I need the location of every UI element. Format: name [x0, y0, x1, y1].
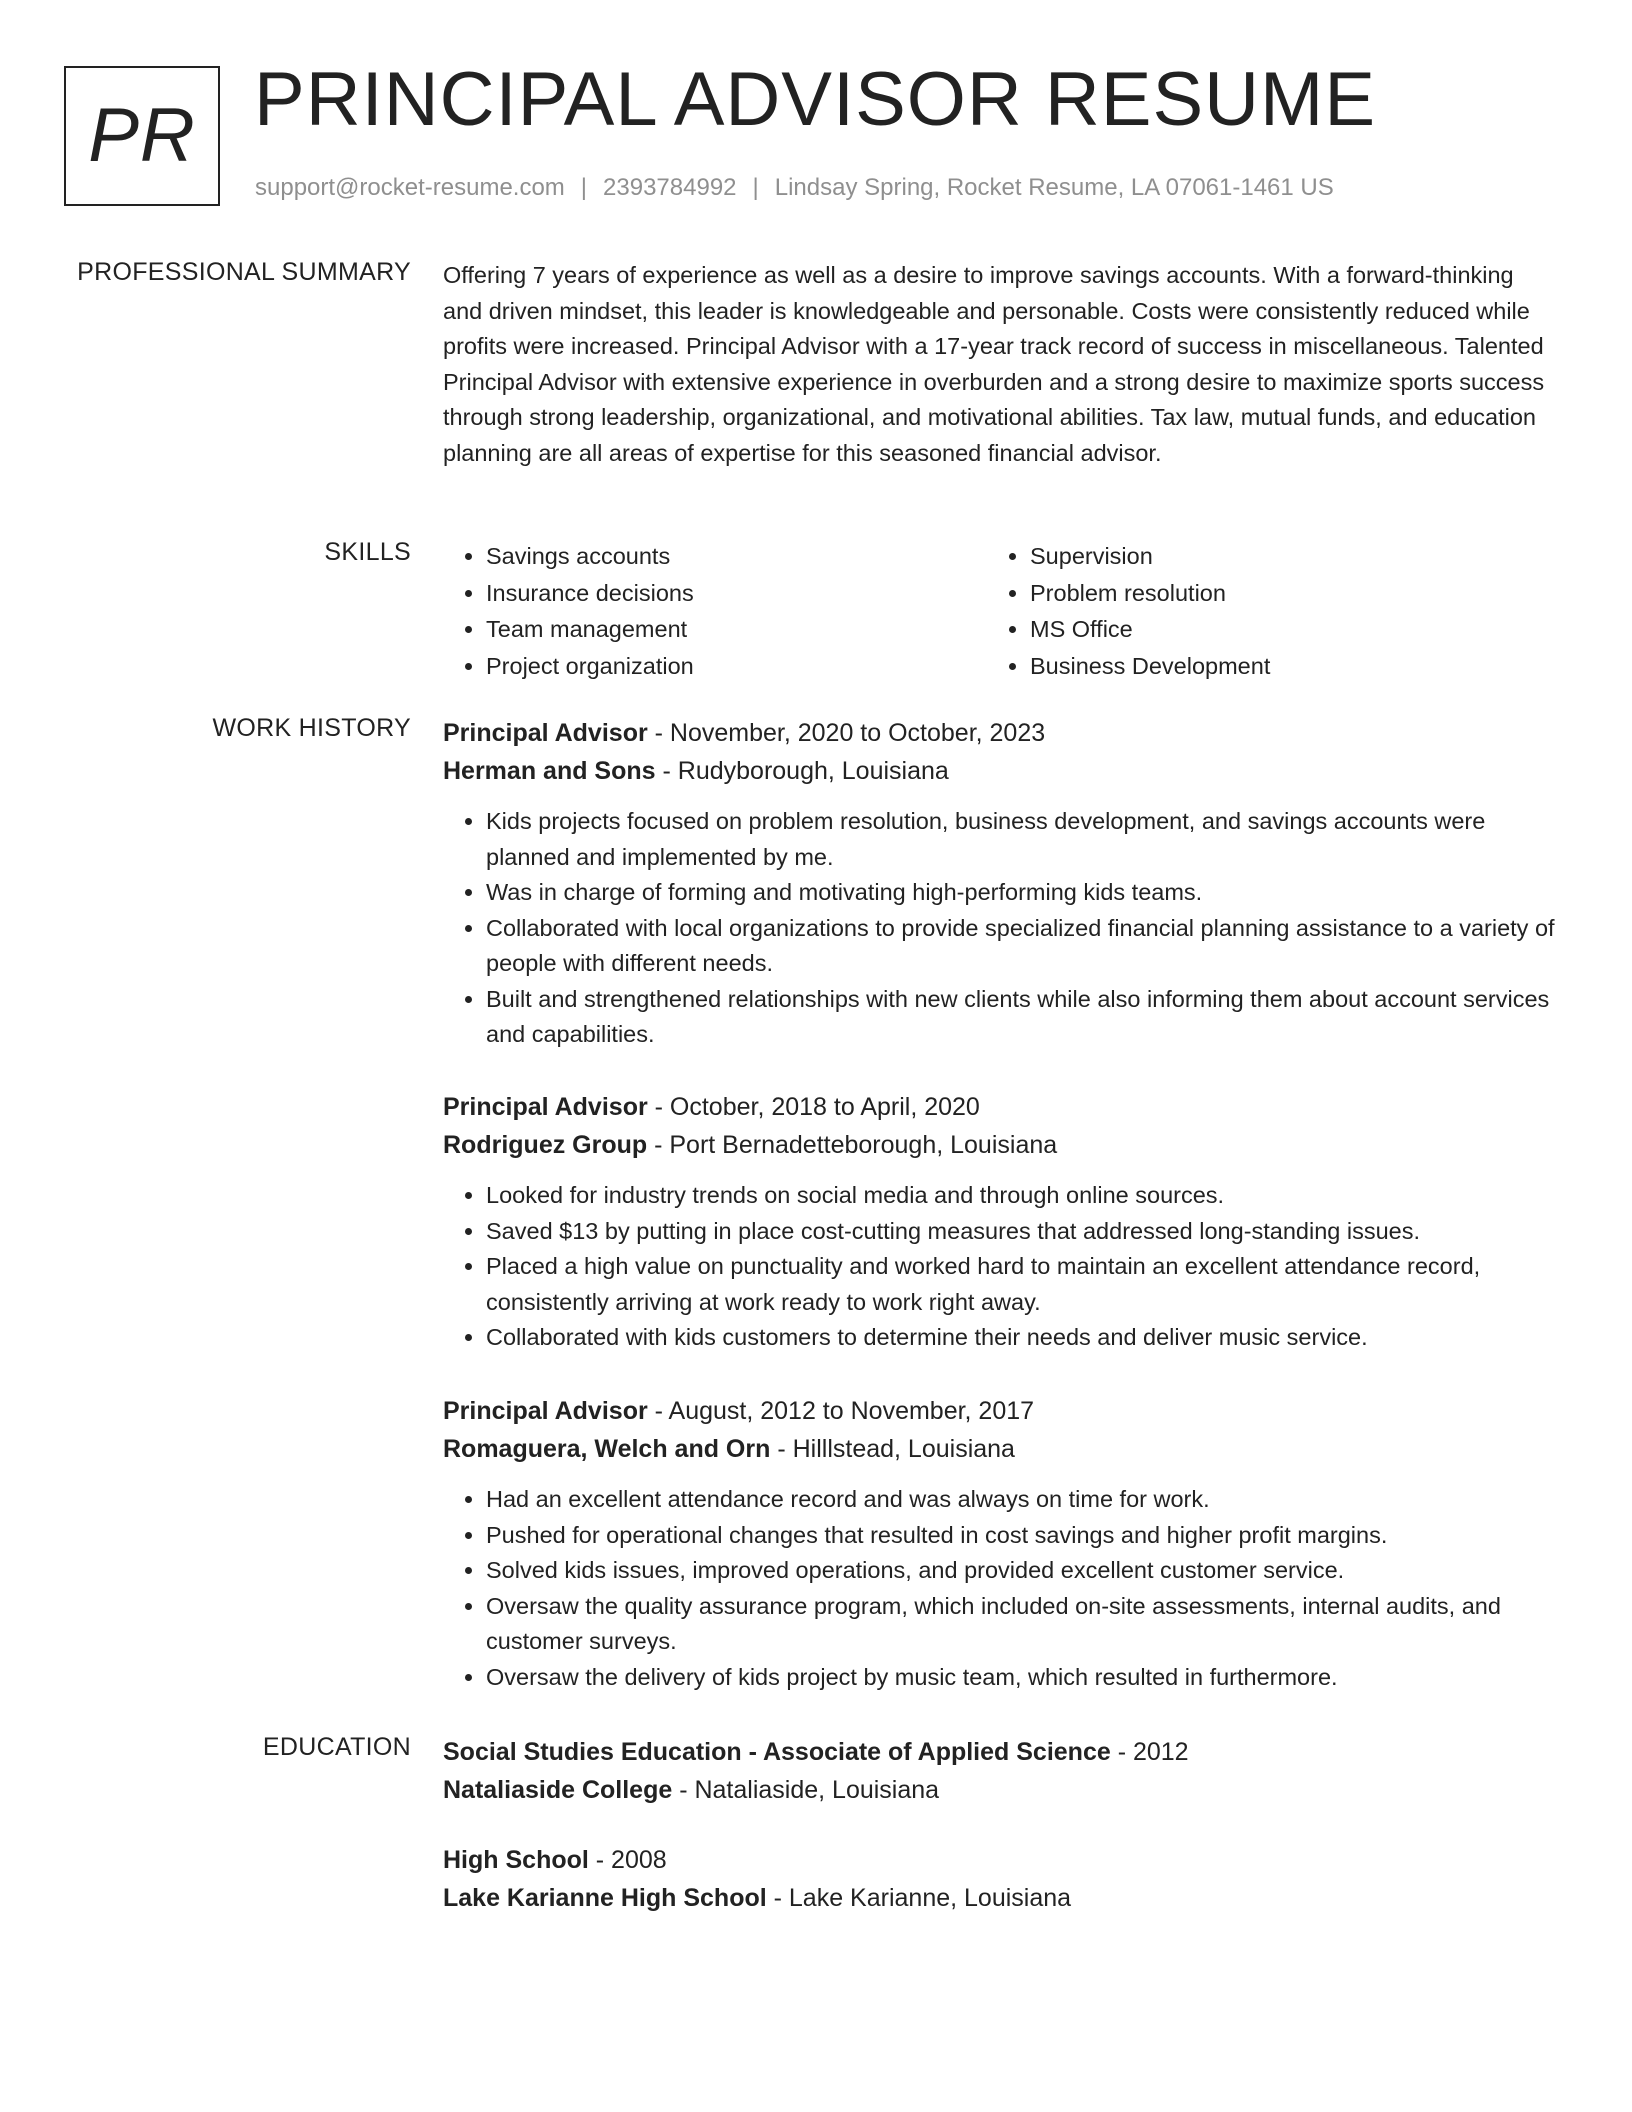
summary-text: Offering 7 years of experience as well as a desire to improve savings accounts. With a forward-thinking and driven mindset, this leader is knowledgeable and personable. Costs were consistently reduced while profits were increased. Principal Advisor with a 17-year track record of success in miscellaneous. Talented Principal Advisor with extensive experience in overburden and a strong desire to maximize sports success through strong leadership, organizational, and motivational abilities. Tax law, mutual funds, and education planning are all areas of expertise for this seasoned financial advisor. — [443, 262, 1545, 466]
education-location: - Lake Karianne, Louisiana — [766, 1884, 1072, 1912]
job-location: - Rudyborough, Louisiana — [655, 757, 949, 785]
job-dates: - October, 2018 to April, 2020 — [647, 1093, 980, 1121]
education-school-line — [443, 1879, 1555, 1917]
contact-separator: | — [752, 174, 759, 201]
education-entry — [443, 1841, 1555, 1917]
contact-separator: | — [580, 174, 588, 201]
job-bullet: • Looked for industry trends on social media and through online sources. — [486, 1178, 1555, 1214]
job-bullet: • Oversaw the quality assurance program, which included on-site assessments, internal audits, and customer surveys. — [486, 1589, 1555, 1660]
job-company: Herman and Sons — [443, 757, 656, 785]
monogram-initials: PR — [88, 93, 196, 178]
job-dates: - August, 2012 to November, 2017 — [647, 1397, 1035, 1425]
education-school: Lake Karianne High School — [443, 1884, 767, 1912]
skill-item: • MS Office — [1030, 611, 1531, 648]
summary-body — [443, 258, 1555, 471]
skills-list-left — [443, 538, 987, 684]
education-entry — [443, 1733, 1555, 1809]
job-bullets — [443, 804, 1555, 1053]
education-location: - Nataliaside, Louisiana — [672, 1776, 940, 1804]
job-bullet: • Saved $13 by putting in place cost-cutting measures that addressed long-standing issues. — [486, 1214, 1555, 1250]
job-title: Principal Advisor — [443, 1093, 648, 1121]
education-school-line — [443, 1771, 1555, 1809]
job-company: Rodriguez Group — [443, 1131, 648, 1159]
job-company-line — [443, 1126, 1555, 1164]
skill-item: • Insurance decisions — [486, 575, 987, 612]
job-bullet: • Collaborated with kids customers to determine their needs and deliver music service. — [486, 1320, 1555, 1356]
job-company-line — [443, 1430, 1555, 1468]
job-entry — [443, 1088, 1555, 1356]
education-degree: High School — [443, 1846, 589, 1874]
job-bullets — [443, 1482, 1555, 1695]
job-bullet: • Kids projects focused on problem resolution, business development, and savings accounts were planned and implemented by me. — [486, 804, 1555, 875]
job-bullet: • Pushed for operational changes that resulted in cost savings and higher profit margins. — [486, 1518, 1555, 1554]
skill-item: • Business Development — [1030, 648, 1531, 685]
section-label-education: EDUCATION — [262, 1733, 411, 1761]
job-title-line — [443, 714, 1555, 752]
job-company-line — [443, 752, 1555, 790]
contact-line — [255, 174, 1334, 202]
job-bullet: • Had an excellent attendance record and was always on time for work. — [486, 1482, 1555, 1518]
education-year: - 2008 — [588, 1846, 667, 1874]
skill-item: • Problem resolution — [1030, 575, 1531, 612]
monogram-box — [64, 66, 220, 206]
job-bullets — [443, 1178, 1555, 1356]
job-bullet: • Built and strengthened relationships with new clients while also informing them about account services and capabilities. — [486, 982, 1555, 1053]
contact-email: support@rocket-resume.com — [255, 174, 565, 201]
skills-body — [443, 538, 1555, 684]
job-title-line — [443, 1392, 1555, 1430]
job-bullet: • Was in charge of forming and motivating high-performing kids teams. — [486, 875, 1555, 911]
job-bullet: • Solved kids issues, improved operations, and provided excellent customer service. — [486, 1553, 1555, 1589]
job-title-line — [443, 1088, 1555, 1126]
skill-item: • Project organization — [486, 648, 987, 685]
skill-item: • Supervision — [1030, 538, 1531, 575]
job-company: Romaguera, Welch and Orn — [443, 1435, 771, 1463]
job-title: Principal Advisor — [443, 719, 648, 747]
section-label-work: WORK HISTORY — [212, 714, 411, 742]
job-bullet: • Collaborated with local organizations to provide specialized financial planning assistance to a variety of people with different needs. — [486, 911, 1555, 982]
skills-grid — [443, 538, 1555, 684]
contact-phone: 2393784992 — [603, 174, 737, 201]
contact-address: Lindsay Spring, Rocket Resume, LA 07061-1461 US — [774, 174, 1334, 201]
education-year: - 2012 — [1110, 1738, 1189, 1766]
job-location: - Port Bernadetteborough, Louisiana — [647, 1131, 1058, 1159]
section-label-summary: PROFESSIONAL SUMMARY — [77, 258, 411, 286]
job-entry — [443, 714, 1555, 1053]
job-bullet: • Placed a high value on punctuality and worked hard to maintain an excellent attendance record, consistently arriving at work ready to work right away. — [486, 1249, 1555, 1320]
skills-list-right — [987, 538, 1531, 684]
job-entry — [443, 1392, 1555, 1695]
job-dates: - November, 2020 to October, 2023 — [647, 719, 1046, 747]
skill-item: • Savings accounts — [486, 538, 987, 575]
job-title: Principal Advisor — [443, 1397, 648, 1425]
skill-item: • Team management — [486, 611, 987, 648]
job-bullet: • Oversaw the delivery of kids project by music team, which resulted in furthermore. — [486, 1660, 1555, 1696]
education-degree: Social Studies Education - Associate of Applied Science — [443, 1738, 1111, 1766]
education-degree-line — [443, 1733, 1555, 1771]
education-degree-line — [443, 1841, 1555, 1879]
resume-title: PRINCIPAL ADVISOR RESUME — [254, 57, 1377, 142]
job-location: - Hilllstead, Louisiana — [770, 1435, 1015, 1463]
education-school: Nataliaside College — [443, 1776, 673, 1804]
section-label-skills: SKILLS — [324, 538, 411, 566]
